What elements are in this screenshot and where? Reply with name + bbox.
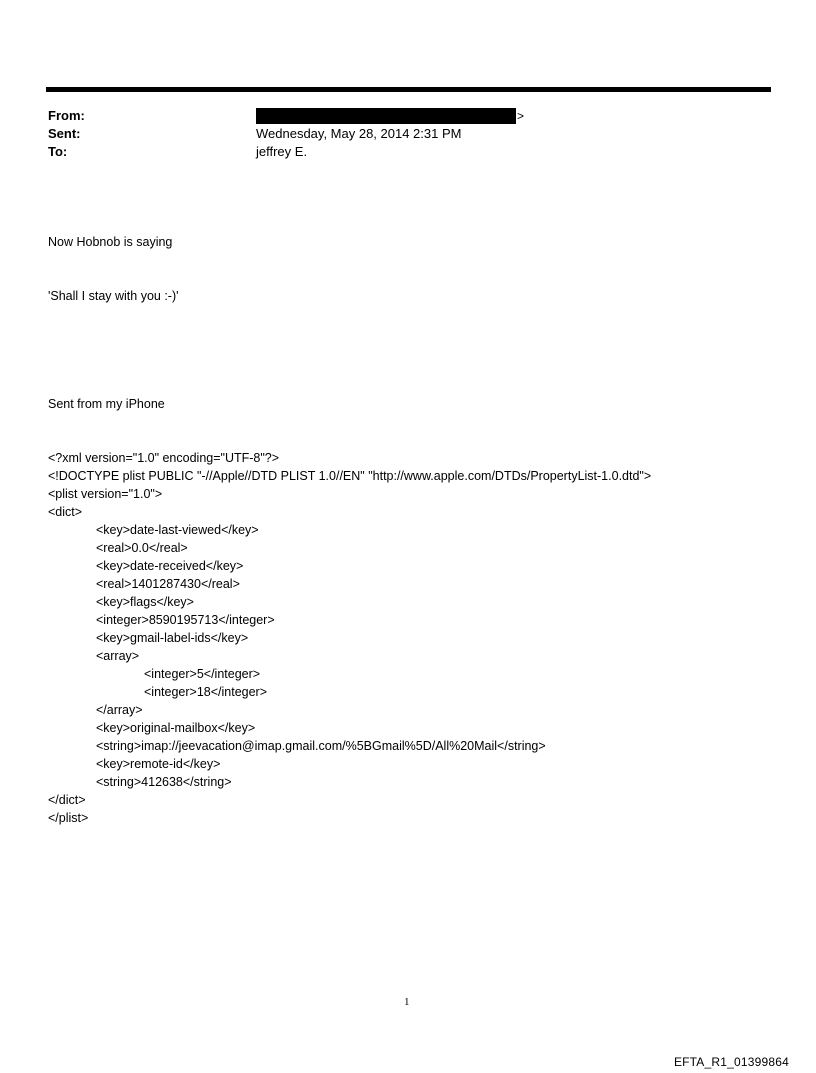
header-rule (46, 87, 771, 92)
sent-label: Sent: (48, 126, 81, 141)
plist-line: <plist version="1.0"> (48, 487, 163, 501)
email-header (48, 107, 748, 161)
plist-line: <string>412638</string> (96, 775, 232, 789)
signature: Sent from my iPhone (48, 397, 165, 411)
to-label: To: (48, 144, 68, 159)
document-id: EFTA_R1_01399864 (673, 1055, 789, 1069)
plist-line: </array> (96, 703, 143, 717)
from-value (256, 107, 748, 125)
plist-line: <integer>5</integer> (144, 667, 261, 681)
plist-line: <real>0.0</real> (96, 541, 188, 555)
message-line: Now Hobnob is saying (48, 235, 173, 249)
plist-line: </dict> (48, 793, 86, 807)
plist-line: <key>original-mailbox</key> (96, 721, 256, 735)
plist-line: <dict> (48, 505, 83, 519)
plist-block (48, 449, 788, 827)
from-label: From: (48, 108, 85, 123)
email-body (48, 197, 788, 845)
page-number: 1 (404, 996, 410, 1008)
plist-line: <key>gmail-label-ids</key> (96, 631, 249, 645)
plist-line: </plist> (48, 811, 89, 825)
plist-line: <integer>8590195713</integer> (96, 613, 275, 627)
plist-line: <key>remote-id</key> (96, 757, 221, 771)
from-row (48, 107, 748, 125)
plist-line: <real>1401287430</real> (96, 577, 240, 591)
to-value: jeffrey E. (256, 144, 308, 159)
plist-line: <?xml version="1.0" encoding="UTF-8"?> (48, 451, 280, 465)
plist-line: <array> (96, 649, 140, 663)
redaction-block (256, 108, 516, 124)
plist-line: <!DOCTYPE plist PUBLIC "-//Apple//DTD PLIST 1.0//EN" "http://www.apple.com/DTDs/PropertyList-1.0.dtd"> (48, 469, 652, 483)
sent-row (48, 125, 748, 143)
blank-line (48, 341, 788, 359)
message-line: 'Shall I stay with you :-)' (48, 289, 179, 303)
sent-value: Wednesday, May 28, 2014 2:31 PM (256, 126, 462, 141)
plist-line: <key>date-received</key> (96, 559, 244, 573)
from-suffix: > (517, 109, 525, 123)
plist-line: <string>imap://jeevacation@imap.gmail.com/%5BGmail%5D/All%20Mail</string> (96, 739, 546, 753)
plist-line: <key>date-last-viewed</key> (96, 523, 259, 537)
to-row (48, 143, 748, 161)
plist-line: <key>flags</key> (96, 595, 194, 609)
plist-line: <integer>18</integer> (144, 685, 268, 699)
